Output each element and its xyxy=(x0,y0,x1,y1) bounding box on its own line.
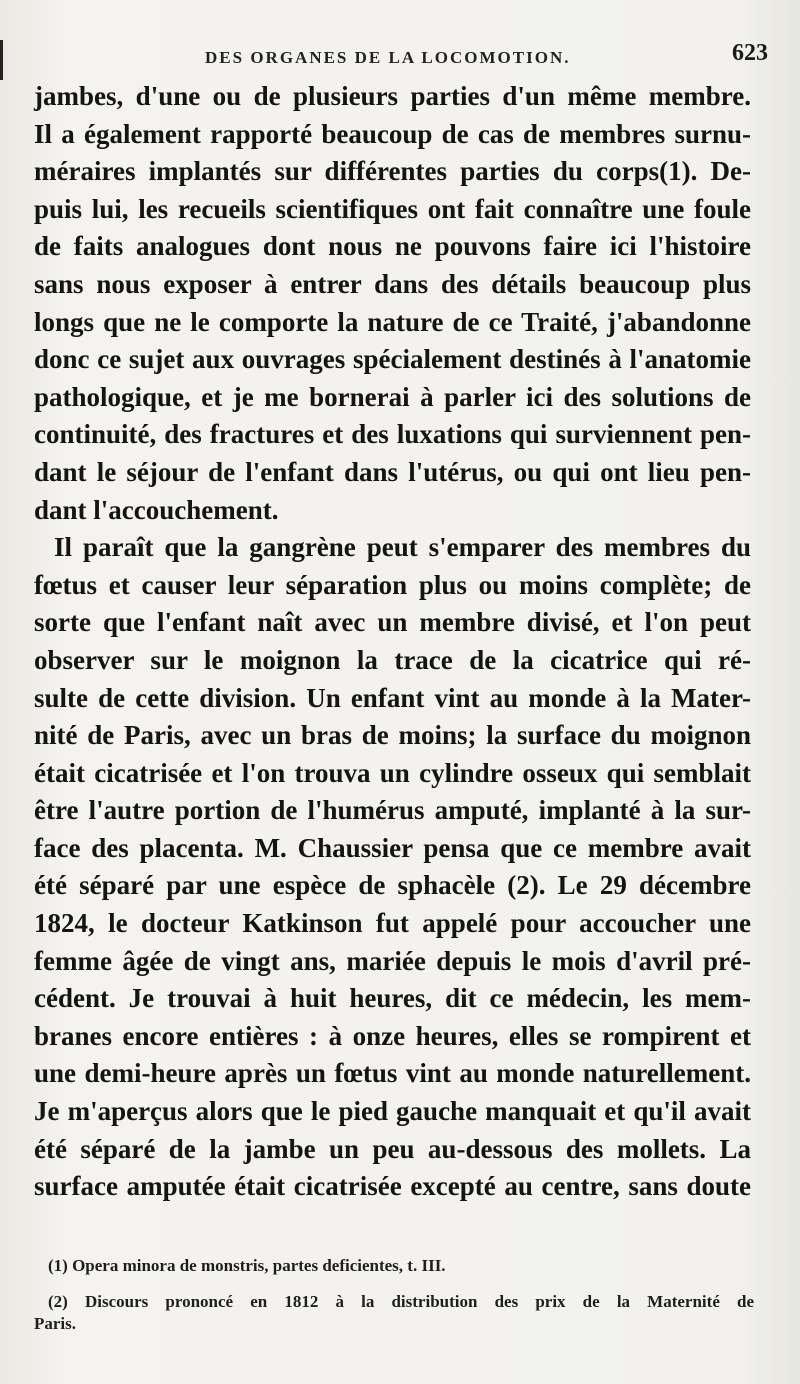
text-line: été séparé de la jambe un peu au-dessous des mollets. La xyxy=(34,1133,751,1164)
footnote-2-continuation: Paris. xyxy=(34,1314,77,1333)
text-line: dant le séjour de l'enfant dans l'utérus, ou qui ont lieu pen- xyxy=(34,456,751,487)
text-line: été séparé par une espèce de sphacèle (2). Le 29 décembre xyxy=(34,870,751,901)
text-line: sans nous exposer à entrer dans des détails beaucoup plus xyxy=(34,268,751,299)
text-line: surface amputée était cicatrisée excepté au centre, sans doute xyxy=(34,1171,751,1202)
text-line: fœtus et causer leur séparation plus ou moins complète; de xyxy=(34,569,751,600)
text-line: 1824, le docteur Katkinson fut appelé pour accoucher une xyxy=(34,908,751,939)
text-line: donc ce sujet aux ouvrages spécialement destinés à l'anatomie xyxy=(34,344,751,375)
footnote-2: (2) Discours prononcé en 1812 à la distribution des prix de la Maternité de xyxy=(48,1292,754,1311)
text-line: branes encore entières : à onze heures, elles se rompirent et xyxy=(34,1020,751,1051)
text-line: était cicatrisée et l'on trouva un cylindre osseux qui semblait xyxy=(34,757,751,788)
text-line: observer sur le moignon la trace de la cicatrice qui ré- xyxy=(34,644,751,675)
text-line: une demi-heure après un fœtus vint au monde naturellement. xyxy=(34,1058,751,1089)
text-line: cédent. Je trouvai à huit heures, dit ce médecin, les mem- xyxy=(34,983,751,1014)
paragraph-2 xyxy=(34,529,751,1206)
text-line: de faits analogues dont nous ne pouvons faire ici l'histoire xyxy=(34,231,751,262)
text-line: être l'autre portion de l'humérus amputé, implanté à la sur- xyxy=(34,795,751,826)
body-text xyxy=(34,78,751,1206)
text-line: méraires implantés sur différentes parties du corps(1). De- xyxy=(34,156,751,187)
page-header xyxy=(0,38,800,78)
text-line: pathologique, et je me bornerai à parler ici des solutions de xyxy=(34,381,751,412)
text-line: nité de Paris, avec un bras de moins; la surface du moignon xyxy=(34,720,751,751)
text-line: femme âgée de vingt ans, mariée depuis le mois d'avril pré- xyxy=(34,945,751,976)
text-line: sorte que l'enfant naît avec un membre divisé, et l'on peut xyxy=(34,607,751,638)
text-line: continuité, des fractures et des luxations qui surviennent pen- xyxy=(34,419,751,450)
footnotes xyxy=(34,1256,754,1334)
running-title: DES ORGANES DE LA LOCOMOTION. xyxy=(205,48,571,67)
paragraph-1 xyxy=(34,78,751,529)
text-line: jambes, d'une ou de plusieurs parties d'un même membre. xyxy=(34,81,751,111)
page-number: 623 xyxy=(732,40,768,66)
text-line: dant l'accouchement. xyxy=(34,494,279,525)
text-line: sulte de cette division. Un enfant vint au monde à la Mater- xyxy=(34,682,751,713)
text-line: Il a également rapporté beaucoup de cas de membres surnu- xyxy=(34,118,751,149)
footnote-1: (1) Opera minora de monstris, partes deficientes, t. III. xyxy=(48,1256,446,1275)
text-line: Je m'aperçus alors que le pied gauche manquait et qu'il avait xyxy=(34,1096,751,1127)
text-line: Il paraît que la gangrène peut s'emparer des membres du xyxy=(54,532,751,563)
text-line: longs que ne le comporte la nature de ce Traité, j'abandonne xyxy=(34,306,751,337)
text-line: face des placenta. M. Chaussier pensa que ce membre avait xyxy=(34,832,751,863)
text-line: puis lui, les recueils scientifiques ont fait connaître une foule xyxy=(34,193,751,224)
